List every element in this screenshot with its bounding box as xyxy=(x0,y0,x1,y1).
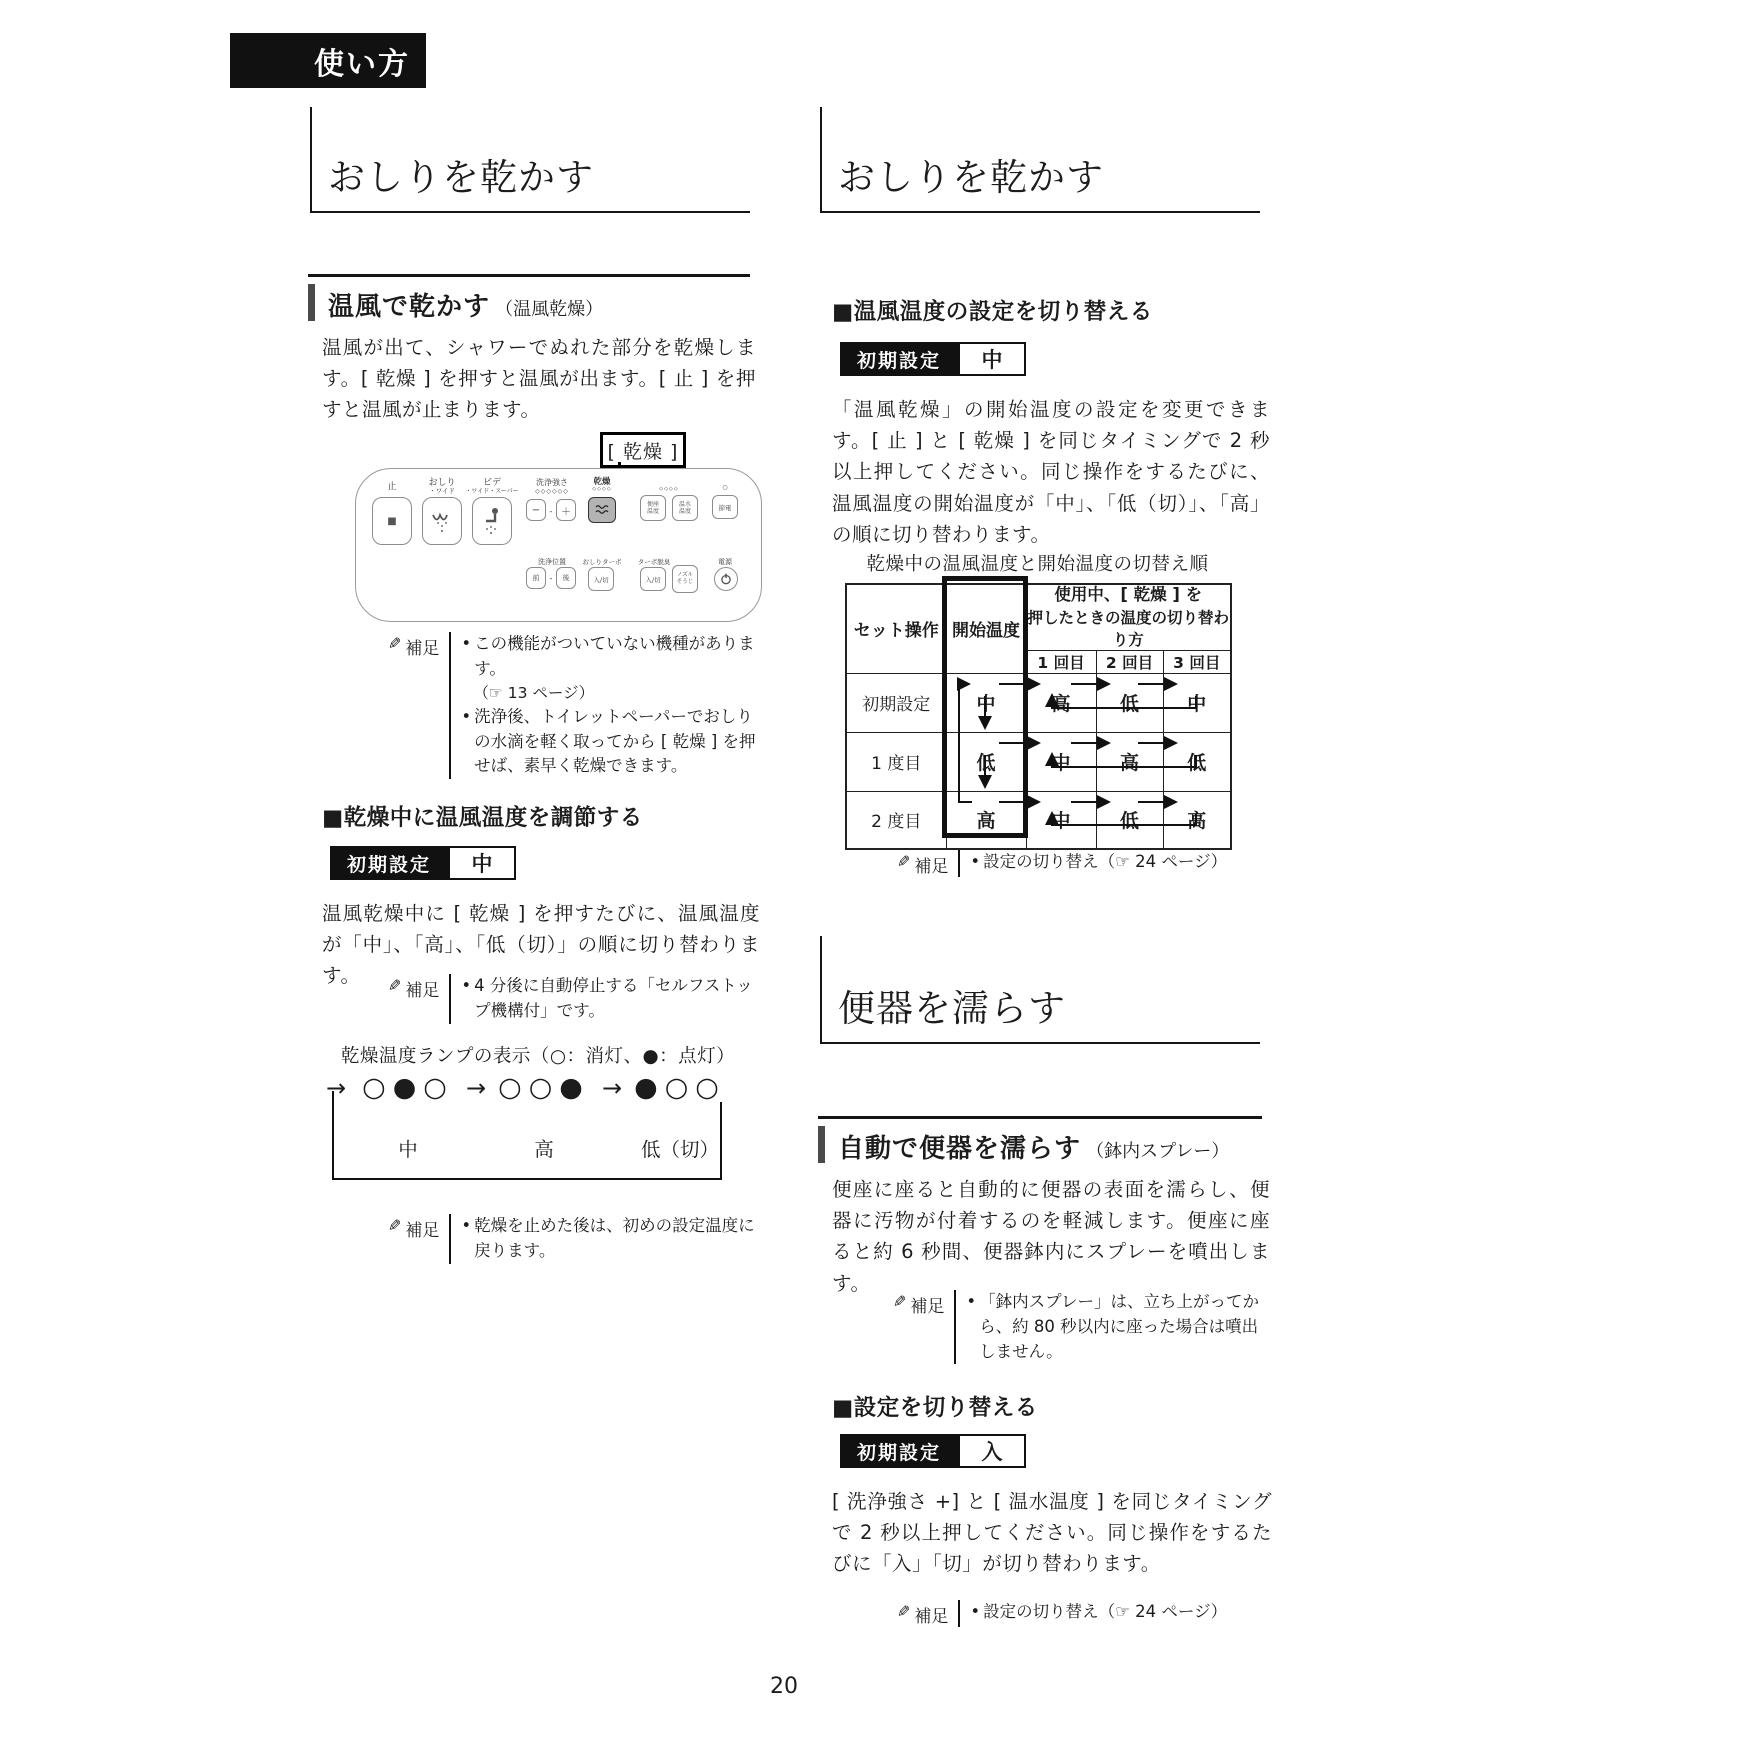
oshiri-button xyxy=(422,497,462,545)
col-header-set: セット操作 xyxy=(846,584,946,673)
switch-heading: ■温風温度の設定を切り替える xyxy=(832,299,1153,325)
plus-icon: ＋ xyxy=(561,506,571,518)
row-set-label: 初期設定 xyxy=(846,673,946,732)
wash-strength-indicator-dots: ◇◇◇◇◇◇ xyxy=(535,488,569,495)
control-panel-diagram xyxy=(322,425,762,633)
wet-bowl-title-text: 便器を濡らす xyxy=(838,987,1066,1030)
pencil-icon: ✎ xyxy=(388,634,402,653)
bullet: • xyxy=(966,1292,977,1311)
minus-icon: − xyxy=(531,504,541,516)
note-label: 補足 xyxy=(910,1297,945,1317)
subcol-press1: 1 回目 xyxy=(1026,650,1096,673)
default-setting-badge xyxy=(840,342,1026,376)
default-setting-badge xyxy=(330,846,516,880)
bullet: • xyxy=(970,852,981,871)
bullet: • xyxy=(461,1216,472,1235)
note-head xyxy=(388,1214,449,1264)
row-start-value: 中 xyxy=(946,673,1026,732)
bullet: • xyxy=(970,1602,981,1621)
right-column-title xyxy=(820,107,1260,213)
position-dash: - xyxy=(549,574,553,583)
note-head xyxy=(388,974,449,1024)
dry-button-callout-text: [ 乾燥 ] xyxy=(607,440,679,463)
turbo-deodorizer-label: ターボ脱臭 xyxy=(637,558,671,566)
press-header-line1: 使用中、[ 乾燥 ] を xyxy=(1054,585,1203,604)
note-text: 設定の切り替え（☞ 24 ページ） xyxy=(983,1602,1228,1621)
warm-air-heading xyxy=(308,274,750,326)
wash-position-label: 洗浄位置 xyxy=(538,558,566,566)
lamp-state-dots: ○○● xyxy=(498,1072,590,1103)
rear-spray-icon xyxy=(430,507,454,535)
dry-button-callout xyxy=(600,432,686,468)
wet-bowl-title xyxy=(820,936,1260,1044)
temperature-switch-table xyxy=(845,583,1230,831)
page-section-tag-label: 使い方 xyxy=(314,46,410,82)
bullet: • xyxy=(461,706,472,726)
auto-wet-heading xyxy=(818,1116,1262,1168)
row-set-label: 1 度目 xyxy=(846,732,946,791)
lamp-state-label: 低（切） xyxy=(640,1138,719,1161)
stop-icon: ■ xyxy=(387,515,397,527)
note-label: 補足 xyxy=(405,1221,440,1241)
position-front-text: 前 xyxy=(532,574,540,582)
dry-button-panel-label: 乾燥 xyxy=(593,477,611,487)
note-label: 補足 xyxy=(405,981,440,1001)
seat-temp-button xyxy=(640,495,666,521)
note-head xyxy=(897,1600,958,1627)
eco-indicator-dot: ○ xyxy=(722,484,728,491)
note-text: この機能がついていない機種があります。 xyxy=(474,634,755,678)
lamp-states-row xyxy=(326,1072,730,1103)
row-press1-value: 高 xyxy=(1026,673,1096,732)
warm-air-body: 温風が出て、シャワーでぬれた部分を乾燥します。[ 乾燥 ] を押すと温風が出ます。[ 止 ] を押すと温風が止まります。 xyxy=(322,336,756,422)
lamp-state-label: 高 xyxy=(534,1138,554,1161)
right-column-title-text: おしりを乾かす xyxy=(838,156,1104,199)
nozzle-clean-button xyxy=(672,565,698,593)
wash-strength-label: 洗浄強さ xyxy=(536,478,568,487)
arrow-icon: → xyxy=(601,1073,623,1102)
eco-button-text: 節電 xyxy=(718,503,732,512)
row-press3-value: 高 xyxy=(1163,791,1231,849)
note-body xyxy=(954,1290,1266,1364)
default-setting-badge xyxy=(840,1434,1026,1468)
wet-switch-note xyxy=(897,1600,1269,1627)
note-text: 洗浄後、トイレットペーパーでおしりの水滴を軽く取ってから [ 乾燥 ] を押せば、素早く乾燥できます。 xyxy=(474,706,756,776)
col-header-start: 開始温度 xyxy=(946,584,1026,673)
oshiri-turbo-button xyxy=(588,567,614,591)
auto-wet-heading-note: （鉢内スプレー） xyxy=(1086,1141,1230,1162)
wet-switch-body: [ 洗浄強さ +] と [ 温水温度 ] を同じタイミングで 2 秒以上押してください。同じ操作をするたびに「入」「切」が切り替わります。 xyxy=(832,1490,1272,1576)
position-front-button xyxy=(526,567,546,589)
bidet-button-sublabel: ・ワイド・スーパー xyxy=(465,488,519,495)
lamp-note xyxy=(388,1214,760,1264)
auto-wet-body: 便座に座ると自動的に便器の表面を濡らし、便器に汚物が付着するのを軽減します。便座に座ると約 6 秒間、便器鉢内にスプレーを噴出します。 xyxy=(832,1178,1270,1295)
adjust-heading: ■乾燥中に温風温度を調節する xyxy=(322,805,643,831)
bidet-button-label: ビデ xyxy=(482,478,501,488)
note-item xyxy=(461,632,760,682)
switch-note xyxy=(897,850,1269,877)
left-column-title-text: おしりを乾かす xyxy=(328,156,594,199)
stop-button-label: 止 xyxy=(387,482,397,492)
oshiri-button-sublabel: ・ワイド xyxy=(429,487,455,495)
lamp-state-label: 中 xyxy=(398,1138,418,1161)
page-section-tag xyxy=(230,33,426,88)
note-text: 「鉢内スプレー」は、立ち上がってから、約 80 秒以内に座った場合は噴出しません。 xyxy=(979,1292,1259,1361)
bidet-spray-icon xyxy=(480,506,504,536)
subcol-press3: 3 回目 xyxy=(1163,650,1231,673)
water-temp-button xyxy=(672,495,698,521)
warm-air-heading-text: 温風で乾かす xyxy=(328,292,491,322)
lamp-diagram xyxy=(326,1042,750,1202)
dry-button xyxy=(588,497,616,523)
seat-temp-button-text: 便座温度 xyxy=(646,500,659,515)
note-text: 乾燥を止めた後は、初めの設定温度に戻ります。 xyxy=(474,1216,755,1260)
row-press2-value: 低 xyxy=(1096,673,1163,732)
strength-plus-button xyxy=(556,499,576,521)
row-press2-value: 低 xyxy=(1096,791,1163,849)
bidet-button xyxy=(472,497,512,545)
switch-body: 「温風乾燥」の開始温度の設定を変更できます。[ 止 ] と [ 乾燥 ] を同じタイミングで 2 秒以上押してください。同じ操作をするたびに、温風温度の開始温度が「中」、「低（切）」、「高」の順に切り替わります。 xyxy=(832,398,1270,546)
warm-air-note xyxy=(388,632,760,779)
adjust-note xyxy=(388,974,760,1024)
note-head xyxy=(893,1290,954,1364)
power-label: 電源 xyxy=(718,558,732,566)
heading-accent-bar xyxy=(818,1126,825,1163)
stop-button xyxy=(372,497,412,545)
table-flow-arrows xyxy=(845,583,1230,831)
remote-panel xyxy=(355,468,762,622)
bullet: • xyxy=(461,976,472,995)
power-icon xyxy=(720,573,732,585)
note-body xyxy=(449,632,760,779)
default-setting-label: 初期設定 xyxy=(840,1434,958,1468)
strength-minus-button xyxy=(526,499,546,521)
note-label: 補足 xyxy=(405,639,440,659)
heading-accent-bar xyxy=(308,284,315,321)
pencil-icon: ✎ xyxy=(388,1216,402,1235)
row-start-value: 低 xyxy=(946,732,1026,791)
arrow-icon: → xyxy=(326,1073,347,1102)
row-press3-value: 低 xyxy=(1163,732,1231,791)
turbo-deodorizer-onoff-text: 入/切 xyxy=(645,575,661,584)
water-temp-button-text: 温水温度 xyxy=(678,500,691,515)
arrow-icon: → xyxy=(465,1073,487,1102)
note-body xyxy=(958,850,1250,877)
table-caption: 乾燥中の温風温度と開始温度の切替え順 xyxy=(866,554,1209,575)
note-body xyxy=(958,1600,1250,1627)
turbo-deodorizer-button xyxy=(640,567,666,591)
row-press1-value: 中 xyxy=(1026,791,1096,849)
lamp-state-dots: ●○○ xyxy=(634,1072,726,1103)
dry-indicator-dots: ◇◇◇◇ xyxy=(592,486,612,492)
default-setting-value: 中 xyxy=(958,342,1026,376)
oshiri-turbo-label: おしりターボ xyxy=(582,558,622,566)
note-label: 補足 xyxy=(914,857,949,877)
lamp-diagram-title: 乾燥温度ランプの表示（○：消灯、●：点灯） xyxy=(340,1046,736,1067)
auto-wet-heading-text: 自動で便器を濡らす xyxy=(838,1134,1082,1164)
note-subtext: （☞ 13 ページ） xyxy=(473,683,595,702)
default-setting-label: 初期設定 xyxy=(840,342,958,376)
subcol-press2: 2 回目 xyxy=(1096,650,1163,673)
position-back-button xyxy=(556,567,576,589)
note-item xyxy=(461,1214,760,1264)
row-start-value: 高 xyxy=(946,791,1026,849)
wet-switch-heading: ■設定を切り替える xyxy=(832,1395,1038,1421)
row-press3-value: 中 xyxy=(1163,673,1231,732)
eco-button xyxy=(712,495,738,519)
press-header-line2: 押したときの温度の切り替わり方 xyxy=(1027,608,1230,649)
row-press1-value: 中 xyxy=(1026,732,1096,791)
note-body xyxy=(449,974,760,1024)
pencil-icon: ✎ xyxy=(893,1292,907,1311)
warm-air-heading-note: （温風乾燥） xyxy=(495,299,604,320)
note-text: 4 分後に自動停止する「セルフストップ機構付」です。 xyxy=(474,976,753,1020)
note-item xyxy=(966,1290,1266,1364)
page-number: 20 xyxy=(770,1674,798,1699)
pencil-icon: ✎ xyxy=(897,852,911,871)
pencil-icon: ✎ xyxy=(897,1602,911,1621)
row-press2-value: 高 xyxy=(1096,732,1163,791)
lamp-state-dots: ○●○ xyxy=(362,1072,454,1103)
adjust-body: 温風乾燥中に [ 乾燥 ] を押すたびに、温風温度が「中」、「高」、「低（切）」の順に切り替わります。 xyxy=(322,902,760,988)
oshiri-button-label: おしり xyxy=(428,478,456,488)
note-head xyxy=(388,632,449,779)
temperature-indicator-dots: ◇◇◇◇ xyxy=(659,486,679,492)
note-head xyxy=(897,850,958,877)
default-setting-value: 中 xyxy=(448,846,516,880)
bullet: • xyxy=(461,634,472,653)
warm-air-icon xyxy=(594,504,610,516)
note-item xyxy=(461,705,760,779)
default-setting-value: 入 xyxy=(958,1434,1026,1468)
note-item xyxy=(970,1600,1250,1625)
note-body xyxy=(449,1214,760,1264)
nozzle-clean-text: ノズルそうじ xyxy=(676,572,694,585)
default-setting-label: 初期設定 xyxy=(330,846,448,880)
row-set-label: 2 度目 xyxy=(846,791,946,849)
note-item xyxy=(970,850,1250,875)
power-button xyxy=(714,567,738,591)
pencil-icon: ✎ xyxy=(388,976,402,995)
position-back-text: 後 xyxy=(562,574,570,582)
oshiri-turbo-onoff-text: 入/切 xyxy=(593,575,609,584)
note-label: 補足 xyxy=(914,1607,949,1627)
left-column-title xyxy=(310,107,750,213)
auto-wet-note xyxy=(893,1290,1273,1364)
note-text: 設定の切り替え（☞ 24 ページ） xyxy=(983,852,1228,871)
note-item xyxy=(461,974,760,1024)
strength-dash: - xyxy=(549,507,553,516)
